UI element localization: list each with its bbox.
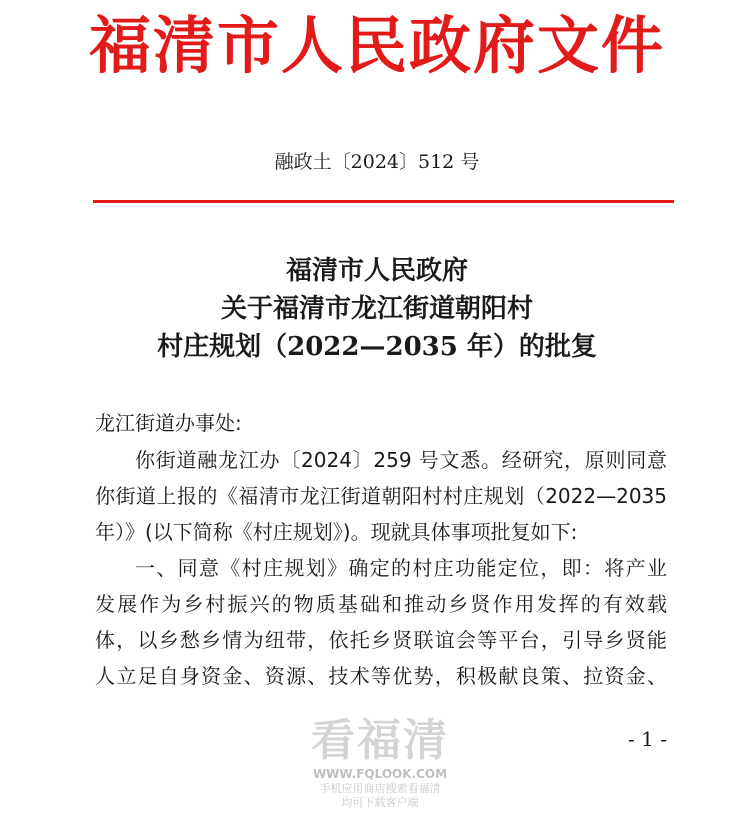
title-line-2: 关于福清市龙江街道朝阳村 [220, 294, 533, 324]
page-number: - 1 - [628, 727, 667, 751]
paragraph-1-line-2: 你街道上报的《福清市龙江街道朝阳村村庄规划（2022—2035 [95, 484, 667, 508]
title-line-3: 村庄规划（2022—2035 年）的批复 [157, 332, 597, 362]
paragraph-2-line-1: 一、同意《村庄规划》确定的村庄功能定位，即：将产业 [135, 556, 667, 580]
red-separator-line [93, 200, 674, 203]
paragraph-1-line-3: 年）》(以下简称《村庄规划》)。现就具体事项批复如下: [95, 520, 578, 544]
document-title [0, 252, 754, 366]
addressee: 龙江街道办事处: [95, 411, 242, 435]
watermark-logo: 看福清 [311, 715, 449, 766]
paragraph-2-line-4: 人立足自身资金、资源、技术等优势，积极献良策、拉资金、 [95, 664, 667, 688]
watermark-tagline-1: 手机应用商店搜索看福清 [319, 782, 441, 795]
watermark-tagline-2: 均可下载客户端 [341, 796, 419, 809]
site-watermark [300, 716, 460, 810]
watermark-url: WWW.FQLOOK.COM [312, 767, 448, 781]
paragraph-2-line-2: 发展作为乡村振兴的物质基础和推动乡贤作用发挥的有效载 [95, 592, 667, 616]
title-line-1: 福清市人民政府 [285, 256, 468, 286]
document-number: 融政土〔2024〕512 号 [274, 151, 480, 173]
issuer-masthead: 福清市人民政府文件 [88, 9, 665, 82]
paragraph-1-line-1: 你街道融龙江办〔2024〕259 号文悉。经研究，原则同意 [135, 448, 667, 472]
body-text [95, 442, 667, 694]
paragraph-2-line-3: 体，以乡愁乡情为纽带，依托乡贤联谊会等平台，引导乡贤能 [95, 628, 667, 652]
